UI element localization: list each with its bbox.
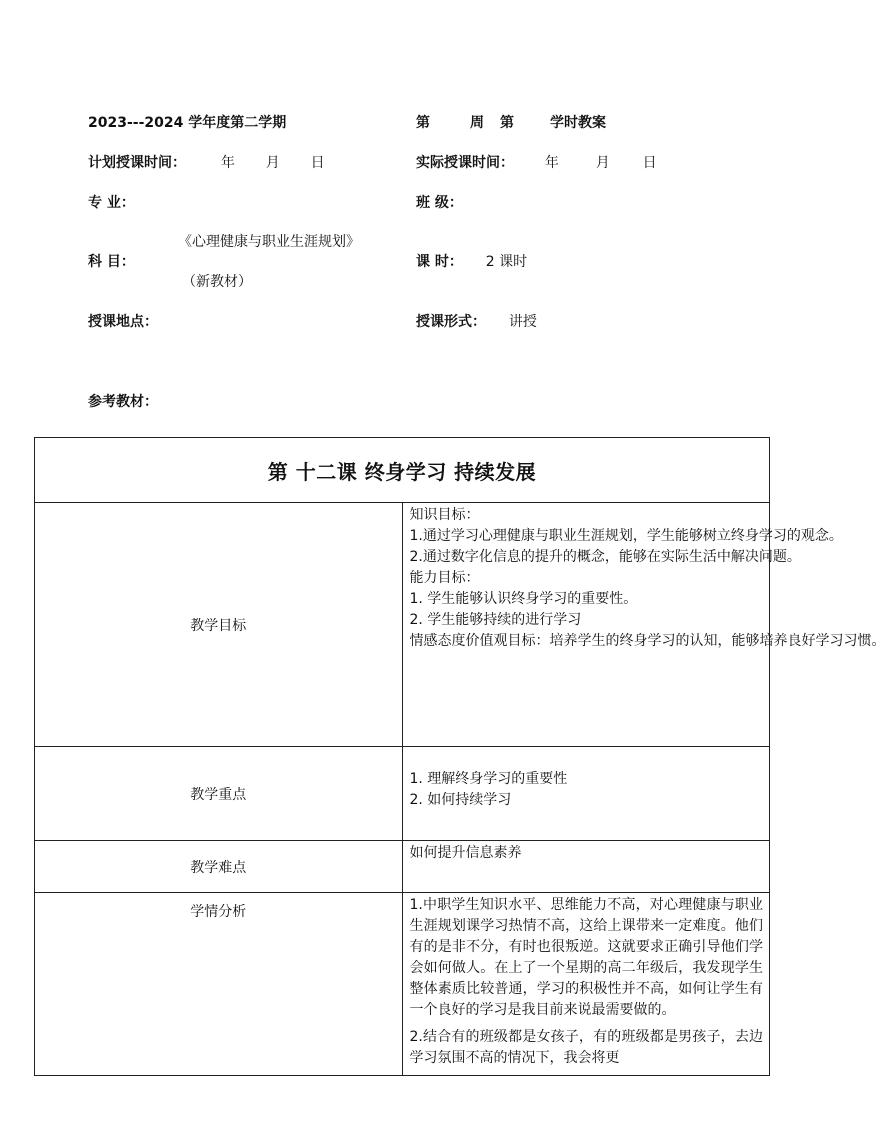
term-label: 2023---2024 学年度第二学期 xyxy=(88,115,287,131)
goals-content xyxy=(402,503,886,747)
key-points-row xyxy=(35,747,770,841)
goal-line: 能力目标： xyxy=(409,570,480,586)
hours-label: 课 时： xyxy=(416,254,463,270)
actual-day: 日 xyxy=(642,155,657,171)
analysis-paragraph: 1.中职学生知识水平、思维能力不高，对心理健康与职业生涯规划课学习热情不高，这给上课带来一定难度。他们有的是非不分，有时也很叛逆。这就要求正确引导他们学会如何做人。在上了一个星期的高二年级后，我发现学生整体素质比较普通，学习的积极性并不高，如何让学生有一个良好的学习是我目前来说最需要做的。 xyxy=(409,897,763,1018)
goals-label: 教学目标 xyxy=(35,503,403,747)
difficulty-content: 如何提升信息素养 xyxy=(402,841,770,893)
planned-year: 年 xyxy=(220,155,235,171)
actual-time-row xyxy=(416,153,657,173)
reference-label: 参考教材： xyxy=(88,394,158,410)
analysis-row xyxy=(35,893,770,1076)
goal-line: 情感态度价值观目标：培养学生的终身学习的认知，能够培养良好学习习惯。 xyxy=(409,633,886,649)
key-points-label: 教学重点 xyxy=(35,747,403,841)
major-label: 专 业： xyxy=(88,195,135,211)
week-lesson-heading xyxy=(416,113,606,133)
subject-name: 《心理健康与职业生涯规划》 xyxy=(178,234,360,250)
format-value: 讲授 xyxy=(508,314,537,330)
actual-month: 月 xyxy=(595,155,610,171)
format-label: 授课形式： xyxy=(416,314,486,330)
week-label-3: 第 xyxy=(500,115,514,131)
analysis-label: 学情分析 xyxy=(35,893,403,1076)
planned-month: 月 xyxy=(265,155,280,171)
actual-year: 年 xyxy=(544,155,559,171)
hours-row xyxy=(416,252,527,272)
difficulty-row xyxy=(35,841,770,893)
difficulty-label: 教学难点 xyxy=(35,841,403,893)
week-label-1: 第 xyxy=(416,115,430,131)
planned-day: 日 xyxy=(310,155,325,171)
goal-line: 2. 学生能够持续的进行学习 xyxy=(409,612,582,628)
lesson-table xyxy=(34,437,886,1076)
lesson-plan-label: 学时教案 xyxy=(550,115,606,131)
hours-value: 2 课时 xyxy=(485,254,528,270)
lesson-title: 第 十二课 终身学习 持续发展 xyxy=(35,438,770,503)
analysis-content xyxy=(402,893,770,1076)
analysis-paragraph: 2.结合有的班级都是女孩子，有的班级都是男孩子，去边学习氛围不高的情况下，我会将更 xyxy=(409,1029,763,1066)
format-row xyxy=(416,312,537,332)
key-point-line: 2. 如何持续学习 xyxy=(409,792,512,808)
key-points-content xyxy=(402,747,770,841)
class-label: 班 级： xyxy=(416,195,463,211)
location-label: 授课地点： xyxy=(88,314,158,330)
subject-note: （新教材） xyxy=(182,274,252,290)
goals-row xyxy=(35,503,770,747)
subject-label: 科 目： xyxy=(88,254,135,270)
planned-time-row xyxy=(88,153,325,173)
key-point-line: 1. 理解终身学习的重要性 xyxy=(409,771,568,787)
goal-line: 1. 学生能够认识终身学习的重要性。 xyxy=(409,591,638,607)
actual-time-label: 实际授课时间： xyxy=(416,155,514,171)
planned-time-label: 计划授课时间： xyxy=(88,155,186,171)
goal-line: 2.通过数字化信息的提升的概念，能够在实际生活中解决问题。 xyxy=(409,549,801,565)
week-label-2: 周 xyxy=(470,115,484,131)
title-row xyxy=(35,438,770,503)
goal-line: 1.通过学习心理健康与职业生涯规划，学生能够树立终身学习的观念。 xyxy=(409,528,843,544)
goal-line: 知识目标： xyxy=(409,507,480,523)
